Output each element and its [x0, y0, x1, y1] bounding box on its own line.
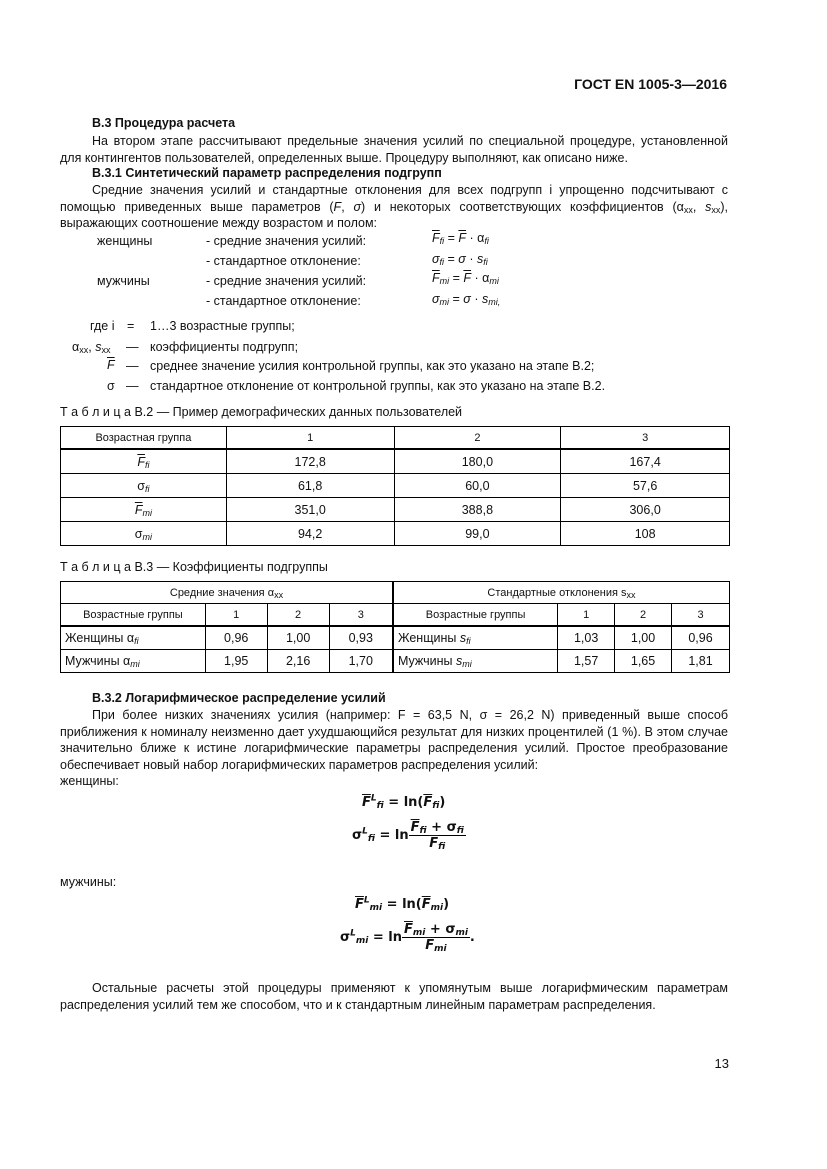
table-cell: 2,16: [267, 650, 329, 673]
table-cell: 99,0: [394, 522, 561, 546]
table-row: [61, 498, 730, 522]
table-cell: 167,4: [561, 449, 730, 474]
section-b32-title: B.3.2 Логарифмическое распределение усилий: [92, 691, 386, 705]
header-cell: Возрастные группы: [61, 604, 206, 627]
women-log-label: женщины:: [60, 774, 119, 788]
where-dash-2: —: [126, 340, 139, 354]
table-b3-caption: Т а б л и ц а B.3 — Коэффициенты подгруппы: [60, 560, 328, 574]
table-cell: 172,8: [226, 449, 394, 474]
where-label: где i: [90, 319, 115, 333]
formula-log-sigma-fi: $\sigma^L_{fi} = \ln$ $\frac{\overline{F}_{fi} + \sigma_{fi}}{\overline{F}_{fi}}$: [352, 820, 464, 852]
where-dash-3: —: [126, 359, 139, 373]
header-cell: 2: [394, 427, 561, 450]
table-cell: 1,70: [329, 650, 393, 673]
table-cell: 1,00: [615, 626, 672, 650]
where-3: среднее значение усилия контрольной группы, как это указано на этапе B.2;: [150, 359, 595, 373]
formula-log-sigma-mi: $\sigma^L_{mi} = \ln$ $\frac{\overline{F}_{mi} + \sigma_{mi}}{\overline{F}_{mi}}$ .: [340, 922, 475, 954]
table-row: [61, 582, 730, 604]
where-f-symbol: $\overline{F}$: [107, 358, 115, 372]
section-b3-title: B.3 Процедура расчета: [92, 116, 236, 130]
right-group-title: Стандартные отклонения $s_{xx}$: [393, 582, 730, 604]
section-b31-title: B.3.1 Синтетический параметр распределения подгрупп: [92, 166, 442, 180]
women-mean-text: - средние значения усилий:: [206, 234, 367, 248]
women-label: женщины: [97, 234, 153, 248]
header-cell: Возрастная группа: [61, 427, 227, 450]
table-cell: 61,8: [226, 474, 394, 498]
table-cell: 351,0: [226, 498, 394, 522]
left-group-title: Средние значения $\alpha_{xx}$: [61, 582, 393, 604]
men-sd-text: - стандартное отклонение:: [206, 294, 361, 308]
where-coef-symbol: $\alpha_{xx}$, $s_{xx}$: [72, 340, 111, 355]
table-b3: [60, 581, 730, 673]
table-cell: 1,57: [558, 650, 615, 673]
header-cell: 1: [205, 604, 267, 627]
header-cell: 1: [226, 427, 394, 450]
header-cell: 1: [558, 604, 615, 627]
table-cell: 0,96: [672, 626, 730, 650]
header-cell: 2: [267, 604, 329, 627]
table-cell: 306,0: [561, 498, 730, 522]
table-row: [61, 474, 730, 498]
table-cell: 108: [561, 522, 730, 546]
table-cell: 388,8: [394, 498, 561, 522]
section-b32-paragraph: При более низких значениях усилия (например: F = 63,5 N, σ = 26,2 N) приведенный выше способ приближения к номиналу неизменно дает ухудшающийся результат для низких процентилей (1 %). В этом случае значительно ближе к истине логарифмические параметры распределения усилий. Простое преобразование обеспечивает новый набор логарифмических параметров распределения усилий:: [60, 708, 728, 772]
row-symbol: $\sigma_{mi}$: [61, 522, 227, 546]
where-eq: =: [127, 319, 135, 333]
table-cell: 0,96: [205, 626, 267, 650]
table-cell: 1,95: [205, 650, 267, 673]
men-alpha-label: Мужчины $\alpha_{mi}$: [61, 650, 206, 673]
women-sd-text: - стандартное отклонение:: [206, 254, 361, 268]
table-row: [61, 604, 730, 627]
page-number: 13: [714, 1056, 729, 1071]
header-cell: 3: [672, 604, 730, 627]
where-sigma-symbol: σ: [107, 379, 115, 393]
women-alpha-label: Женщины $\alpha_{fi}$: [61, 626, 206, 650]
where-4: стандартное отклонение от контрольной группы, как это указано на этапе B.2.: [150, 379, 606, 393]
table-cell: 60,0: [394, 474, 561, 498]
table-row: [61, 427, 730, 450]
where-dash-4: —: [126, 379, 139, 393]
header-cell: 3: [561, 427, 730, 450]
row-symbol: $\overline{F}_{fi}$: [61, 449, 227, 474]
header-cell: 2: [615, 604, 672, 627]
table-row: [61, 626, 730, 650]
formula-sigma-fi: $\sigma_{fi} = \sigma \cdot s_{fi}$: [432, 252, 488, 267]
table-cell: 1,65: [615, 650, 672, 673]
header-cell: Возрастные группы: [393, 604, 558, 627]
row-symbol: $\sigma_{fi}$: [61, 474, 227, 498]
table-cell: 57,6: [561, 474, 730, 498]
formula-sigma-mi: $\sigma_{mi} = \sigma \cdot s_{mi,}$: [432, 292, 501, 307]
table-row: [61, 449, 730, 474]
men-mean-text: - средние значения усилий:: [206, 274, 367, 288]
table-b2: [60, 426, 730, 546]
table-cell: 94,2: [226, 522, 394, 546]
men-s-label: Мужчины $s_{mi}$: [393, 650, 558, 673]
final-paragraph: Остальные расчеты этой процедуры применяют к упомянутым выше логарифмическим параметрам распределения усилий тем же способом, что и к стандартным линейным параметрам распределения.: [60, 981, 728, 1012]
formula-f-fi: $\overline{F}_{fi} = \overline{F} \cdot \alpha_{fi}$: [432, 231, 489, 246]
table-cell: 0,93: [329, 626, 393, 650]
header-cell: 3: [329, 604, 393, 627]
row-symbol: $\overline{F}_{mi}$: [61, 498, 227, 522]
where-2: коэффициенты подгрупп;: [150, 340, 299, 354]
formula-f-mi: $\overline{F}_{mi} = \overline{F} \cdot \alpha_{mi}$: [432, 271, 499, 286]
table-cell: 180,0: [394, 449, 561, 474]
document-id: ГОСТ EN 1005-3—2016: [574, 76, 727, 92]
table-b2-caption: Т а б л и ц а B.2 — Пример демографических данных пользователей: [60, 405, 463, 419]
table-cell: 1,00: [267, 626, 329, 650]
men-label: мужчины: [97, 274, 150, 288]
table-row: [61, 522, 730, 546]
where-1: 1…3 возрастные группы;: [150, 319, 295, 333]
formula-log-f-fi: $\overline{F}^L_{fi} = \ln(\overline{F}_{fi})$: [362, 793, 446, 811]
formula-log-f-mi: $\overline{F}^L_{mi} = \ln(\overline{F}_{mi})$: [355, 895, 450, 913]
table-cell: 1,81: [672, 650, 730, 673]
section-b31-paragraph: Средние значения усилий и стандартные отклонения для всех подгрупп i упрощенно подсчитывают с помощью приведенных выше параметров (F, σ) и некоторых соответствующих коэффициентов ($\alpha_{xx}$, $s_{xx}$), выражающих соотношение между возрастом и полом:: [60, 183, 728, 230]
table-cell: 1,03: [558, 626, 615, 650]
table-row: [61, 650, 730, 673]
men-log-label: мужчины:: [60, 875, 117, 889]
women-s-label: Женщины $s_{fi}$: [393, 626, 558, 650]
section-b3-paragraph: На втором этапе рассчитывают предельные значения усилий по специальной процедуре, установленной для контингентов пользователей, определенных выше. Процедуру выполняют, как описано ниже.: [60, 134, 728, 165]
